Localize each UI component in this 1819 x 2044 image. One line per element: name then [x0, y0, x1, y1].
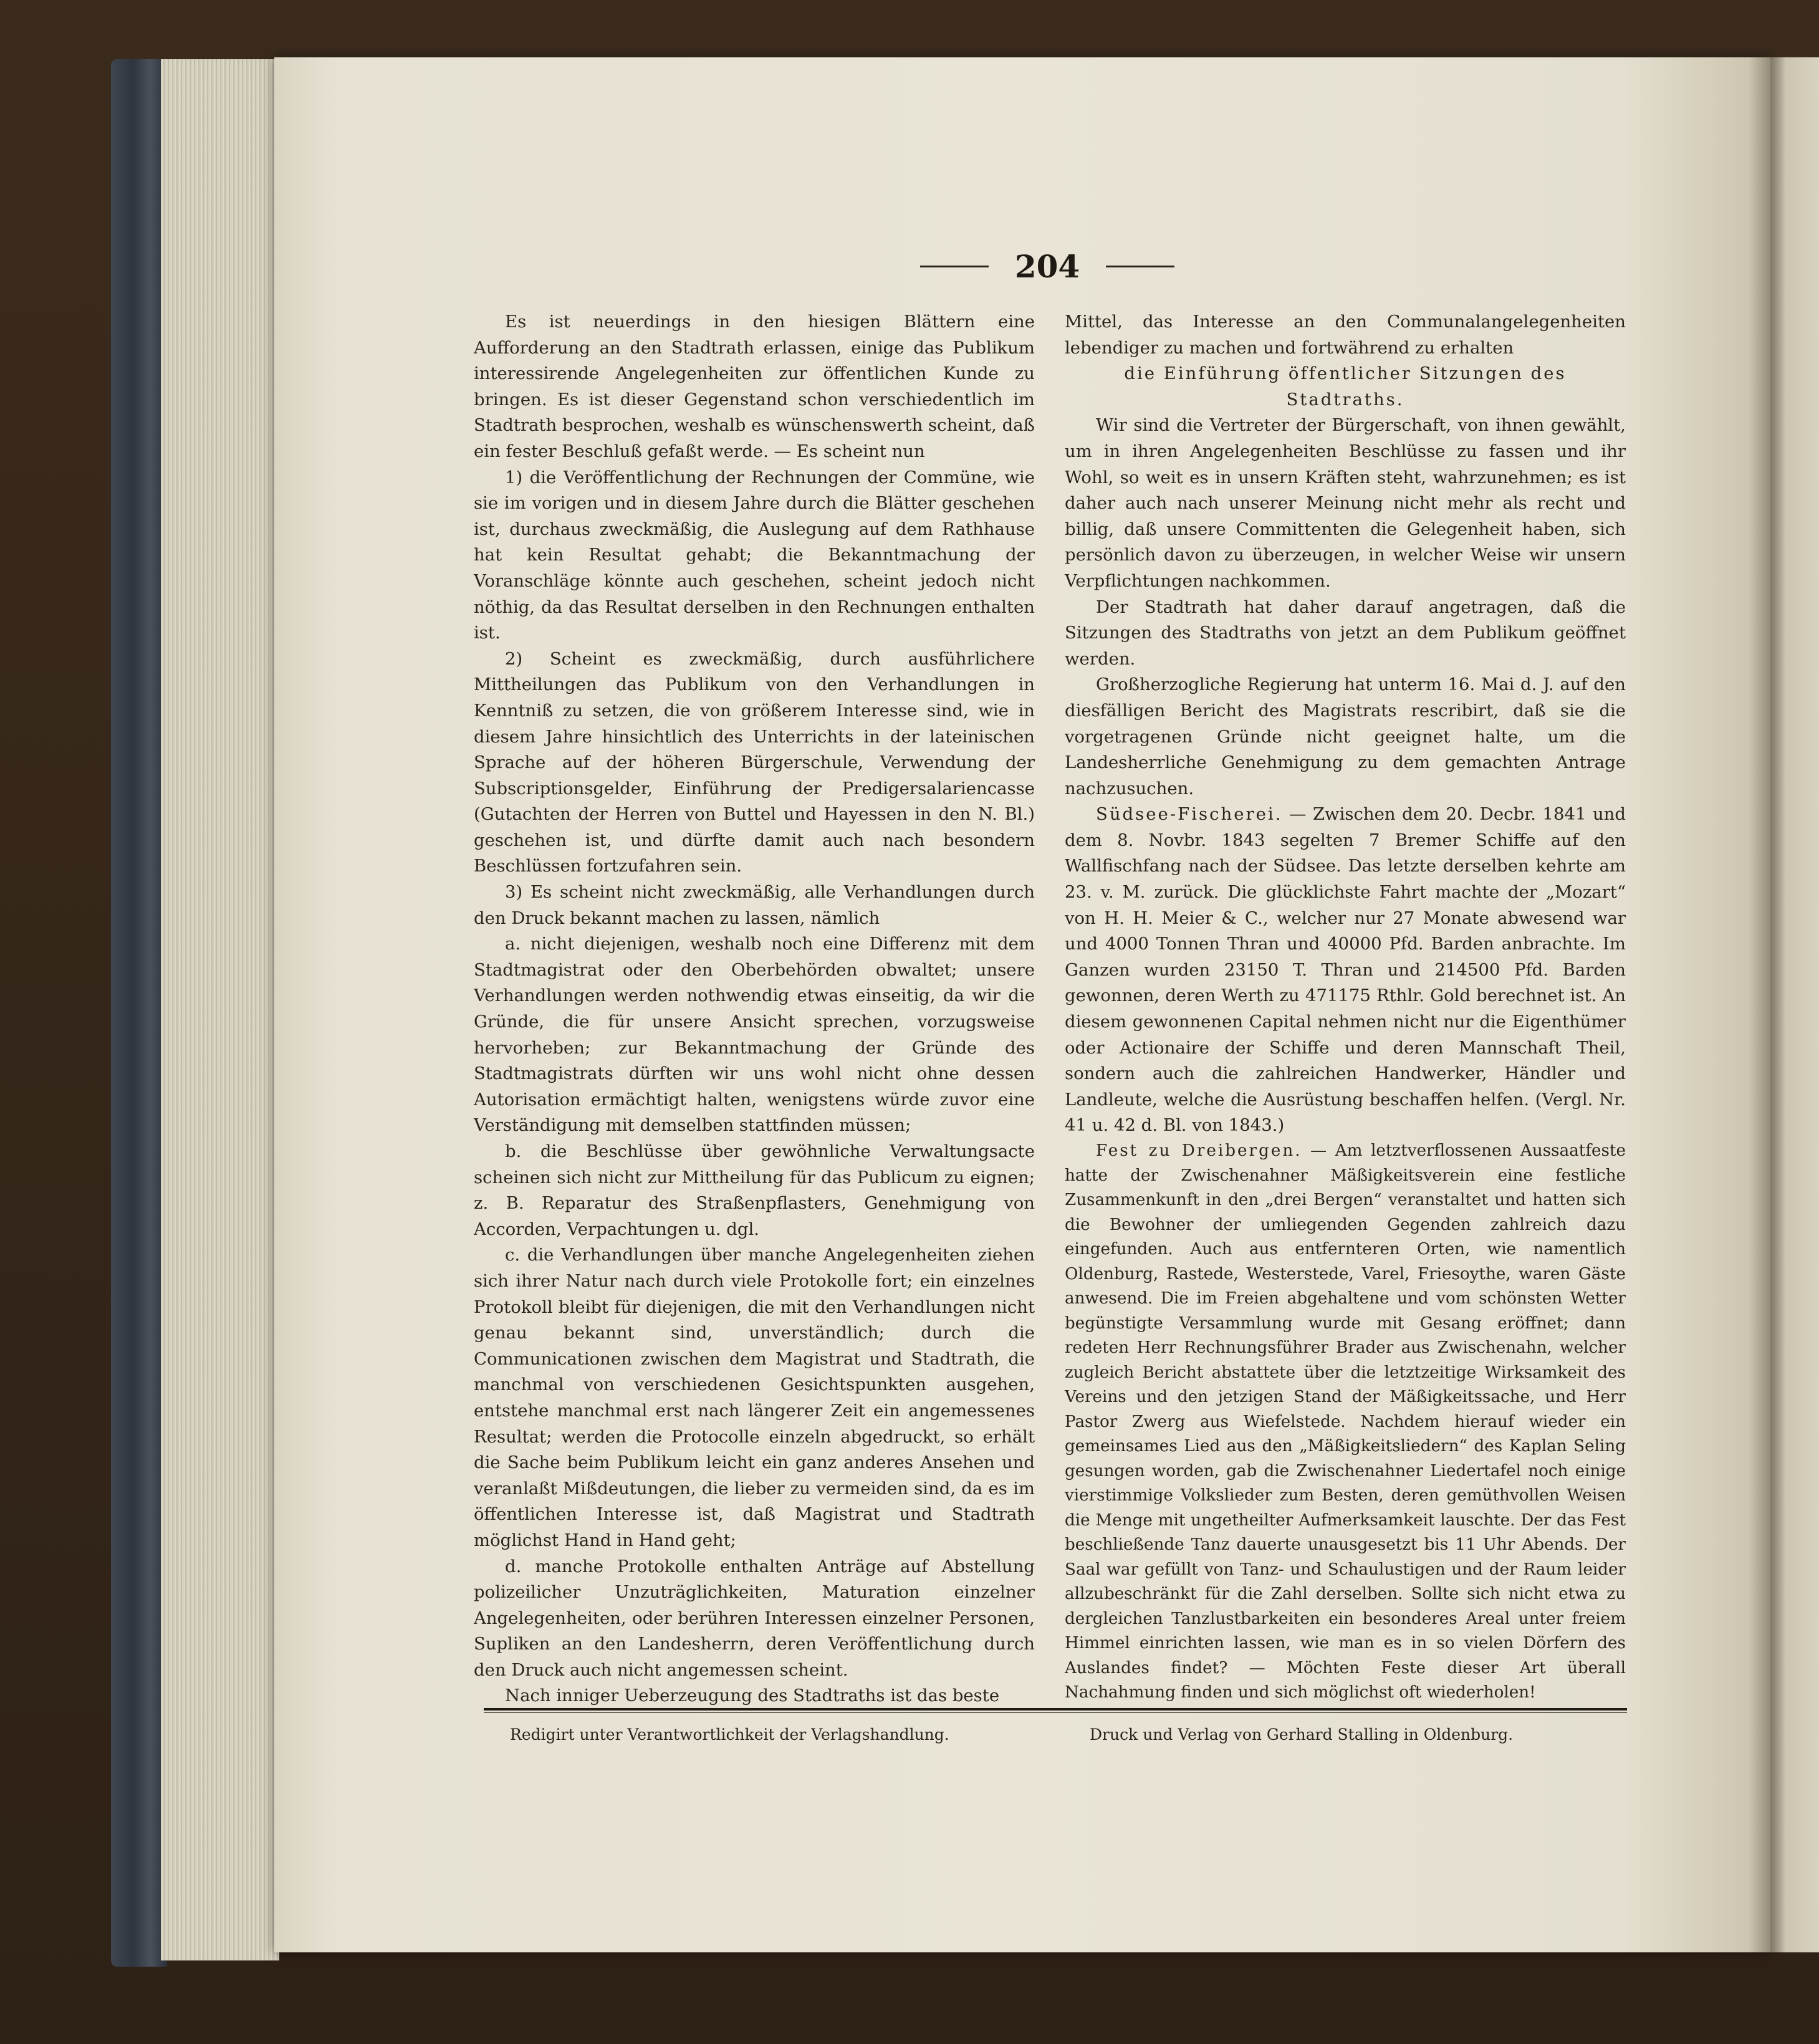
article-suedsee	[1065, 802, 1626, 1139]
article-fest	[1065, 1139, 1626, 1706]
page-stack-edges	[161, 59, 279, 1960]
smallprint-block	[1065, 1139, 1626, 1706]
page-number: 204	[1014, 247, 1080, 285]
paragraph-regierung: Großherzogliche Regierung hat unterm 16. Mai d. J. auf den diesfälligen Bericht des Magistrats rescribirt, daß sie die vorgetragenen Gründe nicht geeignet halte, um die Landesherrliche Genehmigung zu dem gemachten Antrage nachzusuchen.	[1065, 674, 1626, 799]
paragraph-point-3c: c. die Verhandlungen über manche Angelegenheiten ziehen sich ihrer Natur nach durch viele Protokolle fort; ein einzelnes Protokoll bleibt für diejenigen, die mit den Verhandlungen nicht genau bekannt sind, unverständlich; durch die Communicationen zwischen dem Magistrat und Stadtrath, die manchmal von verschiedenen Gesichtspunkten ausgehen, entstehe manchmal erst nach längerer Zeit ein angemessenes Resultat; werden die Protocolle einzeln abgedruckt, so erhält die Sache beim Publikum leicht ein ganz anderes Ansehen und veranlaßt Mißdeutungen, die lieber zu vermeiden sind, da es im öffentlichen Interesse ist, daß Magistrat und Stadtrath möglichst Hand in Hand geht;	[474, 1245, 1035, 1550]
page-header	[885, 244, 1209, 288]
paragraph-continuation: Mittel, das Interesse an den Communalangelegenheiten lebendiger zu machen und fortwährend zu erhalten	[1065, 312, 1626, 358]
footer-editor-note: Redigirt unter Verantwortlichkeit der Verlagshandlung.	[510, 1725, 949, 1744]
paragraph-conclusion-start: Nach inniger Ueberzeugung des Stadtraths ist das beste	[505, 1686, 1000, 1706]
footer-rule	[484, 1708, 1627, 1711]
paragraph-representatives: Wir sind die Vertreter der Bürgerschaft, von ihnen gewählt, um in ihren Angelegenheiten Beschlüsse zu fassen und ihr Wohl, so weit es in unsern Kräften steht, wahrzunehmen; es ist daher auch nach unserer Meinung nicht mehr als recht und billig, daß unsere Committenten die Gelegenheit haben, sich persönlich davon zu überzeugen, in welcher Weise wir unsern Verpflichtungen nachkommen.	[1065, 415, 1626, 591]
footer-rule-thin	[484, 1712, 1627, 1713]
book-gutter	[1749, 57, 1786, 1952]
article-suedsee-text: — Zwischen dem 20. Decbr. 1841 und dem 8. Novbr. 1843 segelten 7 Bremer Schiffe auf den Wallfischfang nach der Südsee. Das letzte derselben kehrte am 23. v. M. zurück. Die glücklichste Fahrt machte der „Mozart“ von H. H. Meier & C., welcher nur 27 Monate abwesend war und 4000 Tonnen Thran und 40000 Pfd. Barden anbrachte. Im Ganzen wurden 23150 T. Thran und 214500 Pfd. Barden gewonnen, deren Werth zu 471175 Rthlr. Gold berechnet ist. An diesem gewonnenen Capital nehmen nicht nur die Eigenthümer oder Actionaire der Schiffe und deren Mannschaft Theil, sondern auch die zahlreichen Handwerker, Händler und Landleute, welche die Ausrüstung beschaffen helfen. (Vergl. Nr. 41 u. 42 d. Bl. von 1843.)	[1065, 804, 1626, 1136]
paragraph-point-3d: d. manche Protokolle enthalten Anträge auf Abstellung polizeilicher Unzuträglichkeiten, Maturation einzelner Angelegenheiten, oder berühren Interessen einzelner Personen, Supliken an den Landesherrn, deren Veröffentlichung durch den Druck auch nicht angemessen scheint.	[474, 1556, 1035, 1680]
article-fest-heading: Fest zu Dreibergen.	[1096, 1141, 1302, 1160]
paragraph-point-2: 2) Scheint es zweckmäßig, durch ausführlichere Mittheilungen das Publikum von den Verhandlungen in Kenntniß zu setzen, die von größerem Interesse sind, wie in diesem Jahre hinsichtlich des Unterrichts in der lateinischen Sprache auf der höheren Bürgerschule, Verwendung der Subscriptionsgelder, Einführung der Predigersalariencasse (Gutachten der Herren von Buttel und Hayessen in den N. Bl.) geschehen ist, und dürfte damit auch nach besondern Beschlüssen fortzufahren sein.	[474, 648, 1035, 876]
footer-publisher-note: Druck und Verlag von Gerhard Stalling in Oldenburg.	[1090, 1725, 1514, 1744]
header-rule-left	[920, 266, 989, 267]
article-fest-text: — Am letztverflossenen Aussaatfeste hatte der Zwischenahner Mäßigkeitsverein eine festliche Zusammenkunft in den „drei Bergen“ veranstaltet und hatten sich die Bewohner der umliegenden Gegenden zahlreich dazu eingefunden. Auch aus entfernteren Orten, wie namentlich Oldenburg, Rastede, Westerstede, Varel, Friesoythe, waren Gäste anwesend. Die im Freien abgehaltene und vom schönsten Wetter begünstigte Versammlung wurde mit Gesang eröffnet; dann redeten Herr Rechnungsführer Brader aus Zwischenahn, welcher zugleich Bericht abstattete über die letztzeitige Wirksamkeit des Vereins und den jetzigen Stand der Mäßigkeitssache, und Herr Pastor Zwerg aus Wiefelstede. Nachdem hierauf wieder ein gemeinsames Lied aus den „Mäßigkeitsliedern“ des Kaplan Seling gesungen worden, gab die Zwischenahner Liedertafel noch einige vierstimmige Volkslieder zum Besten, deren gemüthvollen Weisen die Menge mit ungetheilter Aufmerksamkeit lauschte. Der das Fest beschließende Tanz dauerte unausgesetzt bis 11 Uhr Abends. Der Saal war gefüllt von Tanz- und Schaulustigen und der Raum leider allzubeschränkt für die Zahl derselben. Sollte sich nicht etwa zu dergleichen Tanzlustbarkeiten ein besonderes Areal unter freiem Himmel einrichten lassen, wie man es in so vielen Dörfern des Auslandes findet? — Möchten Feste dieser Art überall Nachahmung finden und sich möglichst oft wiederholen!	[1065, 1141, 1626, 1702]
paragraph-point-3: 3) Es scheint nicht zweckmäßig, alle Verhandlungen durch den Druck bekannt machen zu lassen, nämlich	[474, 882, 1035, 928]
paragraph-stadtrath-request: Der Stadtrath hat daher darauf angetragen, daß die Sitzungen des Stadtraths von jetzt an dem Publikum geöffnet werden.	[1065, 597, 1626, 669]
header-rule-right	[1106, 266, 1174, 267]
paragraph-point-3b: b. die Beschlüsse über gewöhnliche Verwaltungsacte scheinen sich nicht zur Mittheilung für das Publicum zu eignen; z. B. Reparatur des Straßenpflasters, Genehmigung von Accorden, Verpachtungen u. dgl.	[474, 1141, 1035, 1239]
paragraph-point-3a: a. nicht diejenigen, weshalb noch eine Differenz mit dem Stadtmagistrat oder den Oberbehörden obwaltet; unsere Verhandlungen werden nothwendig etwas einseitig, da wir die Gründe, die für unsere Ansicht sprechen, vorzugsweise hervorheben; zur Bekanntmachung der Gründe des Stadtmagistrats dürften wir uns wohl nicht ohne dessen Autorisation ermächtigt halten, wenigstens würde zuvor eine Verständigung mit demselben stattfinden müssen;	[474, 934, 1035, 1136]
paragraph-intro: Es ist neuerdings in den hiesigen Blättern eine Aufforderung an den Stadtrath erlassen, einige das Publikum interessirende Angelegenheiten zur öffentlichen Kunde zu bringen. Es ist dieser Gegenstand schon verschiedentlich im Stadtrath besprochen, weshalb es wünschenswerth scheint, daß ein fester Beschluß gefaßt werde. — Es scheint nun	[474, 312, 1035, 461]
left-column	[474, 309, 1035, 1709]
centered-heading: die Einführung öffentlicher Sitzungen des Stadtraths.	[1124, 363, 1567, 410]
article-suedsee-heading: Südsee-Fischerei.	[1096, 804, 1283, 825]
book-cover-edge	[111, 59, 167, 1967]
right-column	[1065, 309, 1626, 1706]
paragraph-point-1: 1) die Veröffentlichung der Rechnungen der Commüne, wie sie im vorigen und in diesem Jahre durch die Blätter geschehen ist, durchaus zweckmäßig, die Auslegung auf dem Rathhause hat kein Resultat gehabt; die Bekanntmachung der Voranschläge könnte auch geschehen, scheint jedoch nicht nöthig, da das Resultat derselben in den Rechnungen enthalten ist.	[474, 467, 1035, 643]
